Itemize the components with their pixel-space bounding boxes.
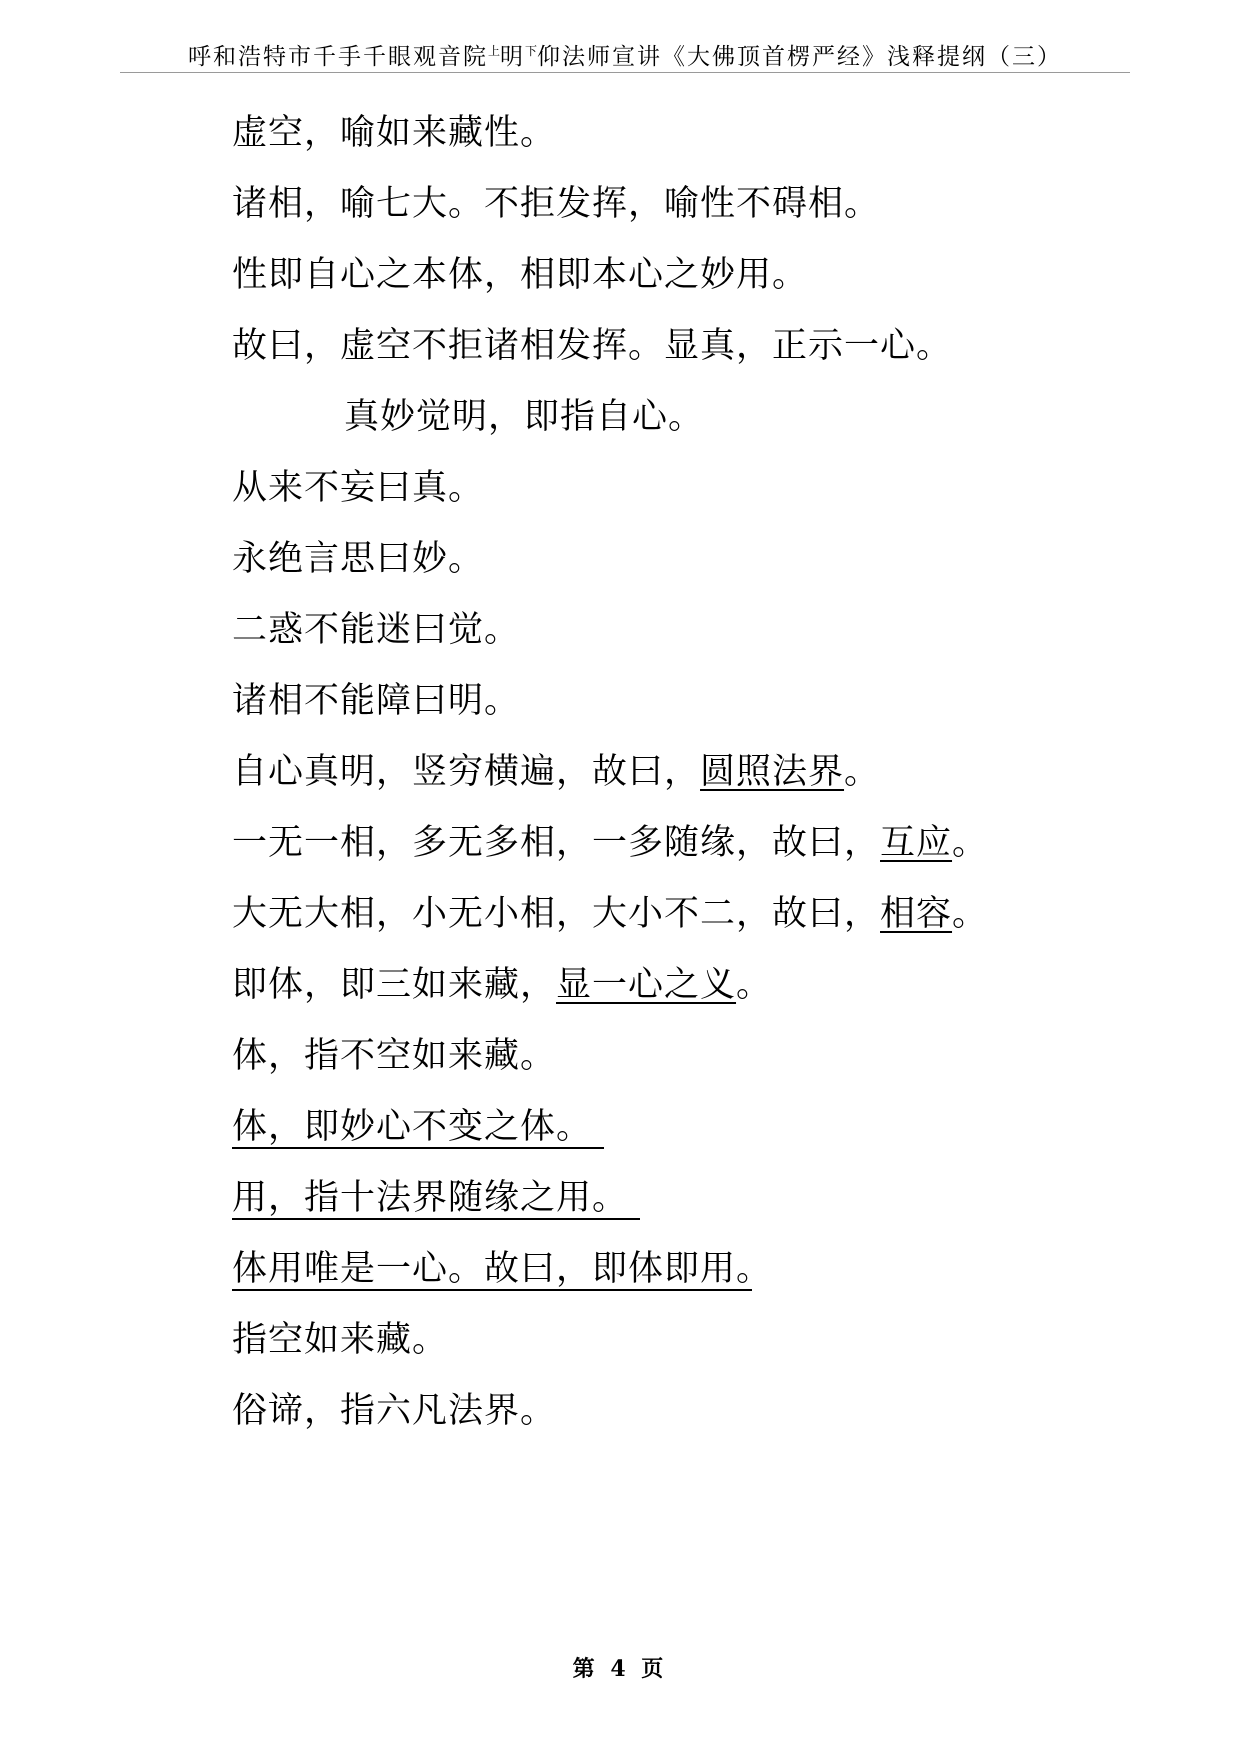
text-line-11-post: 。 [952,823,989,863]
text-line-9: 诸相不能障曰明。 [232,681,521,721]
underlined-term-yuanzhao: 圆照法界 [700,752,845,792]
text-line-13-pre: 即体，即三如来藏， [232,965,557,1005]
text-line-10-post: 。 [844,752,881,792]
header-superscript-up: 上 [487,44,500,58]
text-line-2: 诸相，喻七大。不拒发挥，喻性不碍相。 [232,184,881,224]
header-text-part2: 明 [500,44,525,70]
text-line-12-post: 。 [952,894,989,934]
text-line-12 [232,889,988,939]
underline-rule-line-15 [232,1147,604,1149]
text-line-12-pre: 大无大相，小无小相，大小不二，故曰， [232,894,881,934]
text-line-10 [232,747,880,797]
header-text-part1: 呼和浩特市千手千眼观音院 [187,44,488,70]
text-line-10-pre: 自心真明，竖穷横遍，故曰， [232,752,701,792]
text-line-7: 永绝言思曰妙。 [232,539,485,579]
header-superscript-down: 下 [525,44,538,58]
underlined-term-yixin: 显一心之义 [556,965,737,1005]
text-line-13 [232,960,772,1010]
text-line-3: 性即自心之本体，相即本心之妙用。 [232,255,809,295]
text-line-13-post: 。 [736,965,773,1005]
text-line-16: 用，指十法界随缘之用。 [232,1178,629,1218]
page-header [120,34,1130,73]
underline-rule-line-16 [232,1218,640,1220]
text-line-18: 指空如来藏。 [232,1320,449,1360]
text-line-11-pre: 一无一相，多无多相，一多随缘，故曰， [232,823,881,863]
underlined-term-xiangrong: 相容 [880,894,953,934]
header-text-part3: 仰法师宣讲《大佛顶首楞严经》浅释提纲（三） [537,44,1063,70]
underlined-term-huying: 互应 [880,823,953,863]
text-line-14: 体，指不空如来藏。 [232,1036,557,1076]
text-line-8: 二惑不能迷曰觉。 [232,610,521,650]
text-line-6: 从来不妄曰真。 [232,468,485,508]
page-number: 第 4 页 [572,1656,668,1682]
text-line-4: 故曰，虚空不拒诸相发挥。显真，正示一心。 [232,326,953,366]
text-line-5: 真妙觉明，即指自心。 [344,397,705,437]
text-line-17: 体用唯是一心。故曰，即体即用。 [232,1249,773,1289]
text-line-1: 虚空，喻如来藏性。 [232,113,557,153]
text-line-15: 体，即妙心不变之体。 [232,1107,593,1147]
text-line-11 [232,818,988,868]
underline-rule-line-17 [232,1289,752,1291]
text-line-19: 俗谛，指六凡法界。 [232,1391,557,1431]
